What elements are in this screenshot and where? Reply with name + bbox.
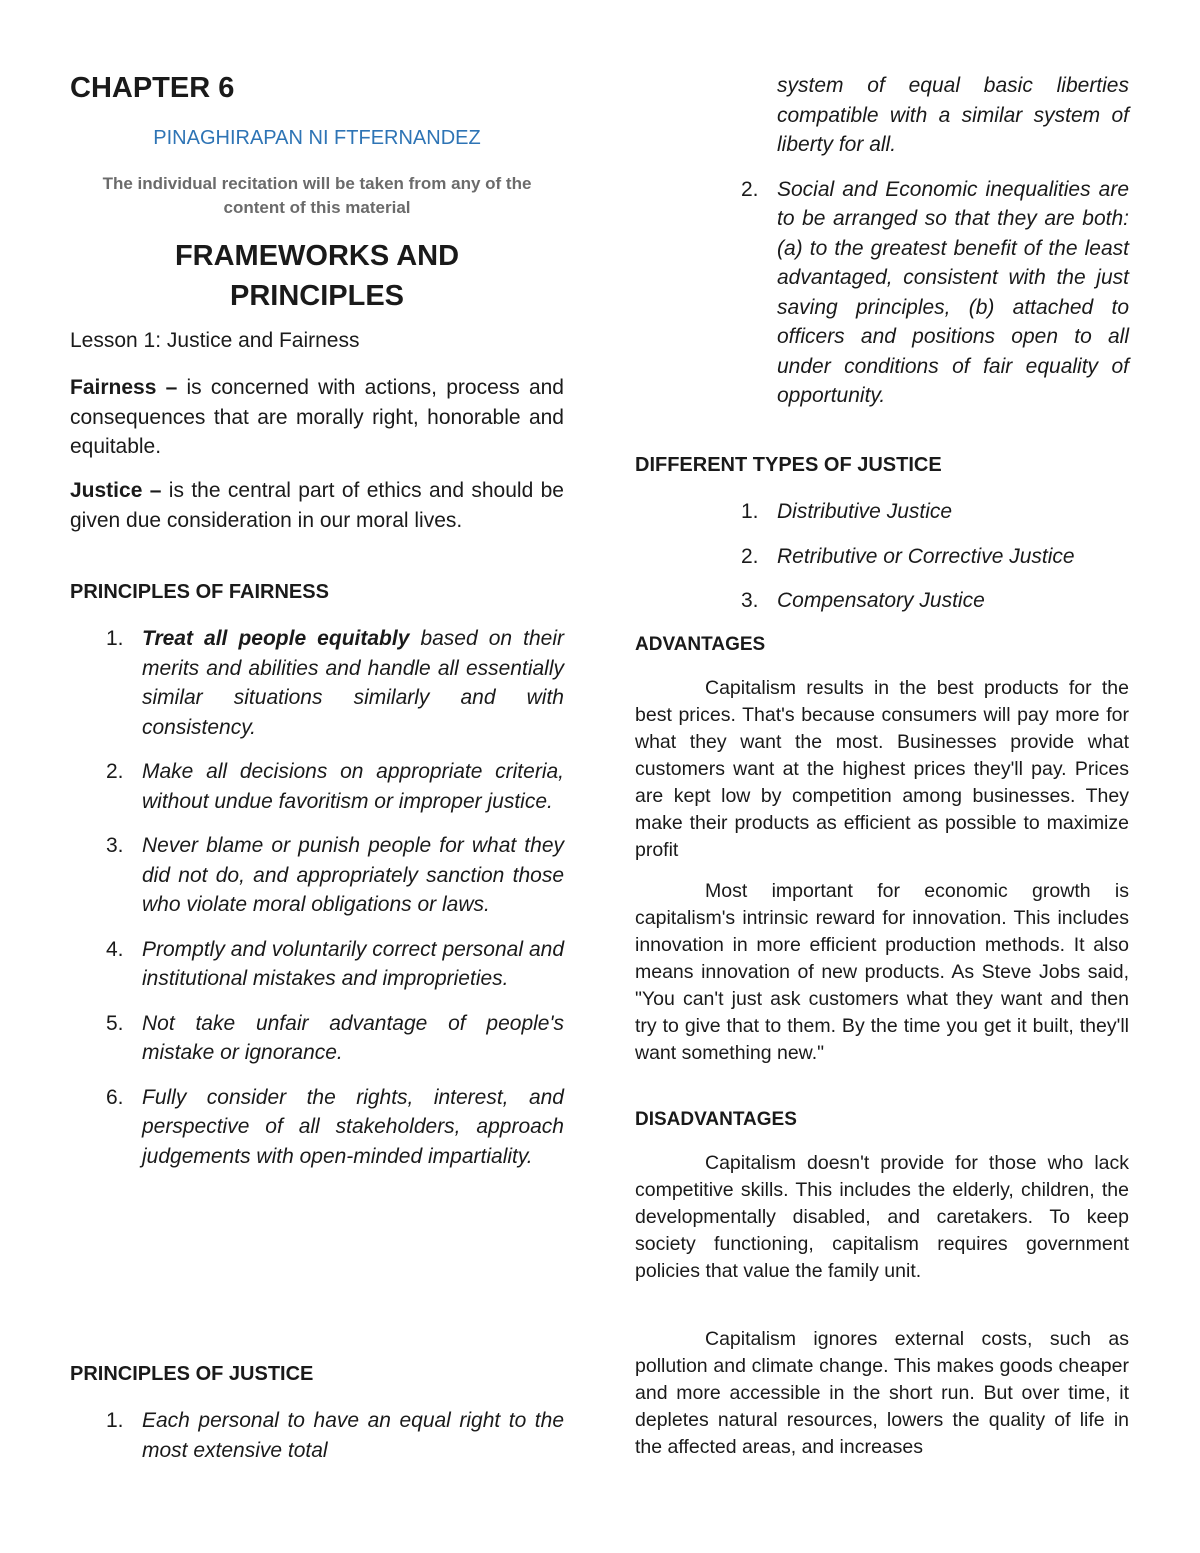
- list-number: 6.: [106, 1085, 124, 1109]
- list-item-text: Promptly and voluntarily correct personal and institutional mistakes and improprieties.: [142, 937, 564, 990]
- list-item-text: Social and Economic inequalities are to be arranged so that they are both: (a) to the greatest benefit of the least advantaged, consistent with the just saving principles, (b) attached to officers and positions open to all under conditions of fair equality of opportunity.: [777, 177, 1129, 407]
- title-line-1: FRAMEWORKS AND: [174, 240, 460, 272]
- lesson-label: Lesson 1: Justice and Fairness: [70, 329, 360, 352]
- list-item: [0, 831, 564, 920]
- list-item-text: Fully consider the rights, interest, and perspective of all stakeholders, approach judgements with open-minded impartiality.: [142, 1085, 564, 1168]
- list-item-text: Distributive Justice: [777, 500, 953, 523]
- advantages-paragraph-2: Most important for economic growth is capitalism's intrinsic reward for innovation. This includes innovation in more efficient production methods. It also means innovation of new products. As Steve Jobs said, "You can't just ask customers what they want and then try to give that to them. By the time you get it built, they'll want something new.": [635, 880, 1129, 1064]
- list-item: [0, 586, 1129, 616]
- justice-term: Justice –: [70, 479, 162, 502]
- author-line: PINAGHIRAPAN NI FTFERNANDEZ: [153, 127, 481, 149]
- list-number: 3.: [741, 589, 759, 612]
- list-item: [0, 624, 564, 742]
- list-item-text: based on their merits and abilities and handle all essentially similar situations similarly and with consistency.: [142, 627, 564, 739]
- list-number: 2.: [741, 544, 759, 568]
- list-item-text: Each personal to have an equal right to the most extensive total: [142, 1409, 564, 1462]
- list-item: [0, 71, 1129, 160]
- justice-principles-heading: PRINCIPLES OF JUSTICE: [70, 1363, 314, 1385]
- list-item-text: system of equal basic liberties compatible with a similar system of liberty for all.: [777, 74, 1129, 156]
- list-item: [0, 1009, 564, 1068]
- list-number: 1.: [106, 1409, 124, 1432]
- list-number: 4.: [106, 937, 124, 961]
- list-item: [0, 935, 564, 994]
- justice-principles-continued: [0, 71, 1129, 411]
- fairness-text: is concerned with actions, process and consequences that are morally right, honorable and equitable.: [70, 376, 564, 458]
- list-number: 3.: [106, 834, 124, 857]
- list-number: 2.: [741, 177, 759, 201]
- list-number: 1.: [741, 500, 759, 523]
- list-item-text: Never blame or punish people for what they did not do, and appropriately sanction those who violate moral obligations or laws.: [142, 834, 564, 916]
- disadvantages-paragraph-2: Capitalism ignores external costs, such as pollution and climate change. This makes goods cheaper and more accessible in the short run. But over time, it depletes natural resources, lowers the quality of life in the affected areas, and increases: [635, 1328, 1129, 1458]
- list-item: [0, 497, 1129, 527]
- recitation-note: The individual recitation will be taken from any of the content of this material: [102, 174, 532, 217]
- list-item-emphasis: Treat all people equitably: [142, 627, 410, 650]
- list-item: [0, 175, 1129, 411]
- list-item: [0, 1406, 564, 1465]
- list-number: 5.: [106, 1011, 124, 1035]
- list-item-text: Retributive or Corrective Justice: [777, 544, 1075, 568]
- list-item: [0, 1083, 564, 1172]
- fairness-principles-list: [0, 624, 564, 1171]
- list-item-text: Make all decisions on appropriate criteria, without undue favoritism or improper justice.: [142, 760, 564, 813]
- justice-principles-list: [0, 1406, 564, 1465]
- disadvantages-paragraph-1: Capitalism doesn't provide for those who lack competitive skills. This includes the elderly, children, the developmentally disabled, and caretakers. To keep society functioning, capitalism requires government policies that value the family unit.: [635, 1152, 1129, 1282]
- list-number: 2.: [106, 760, 124, 783]
- advantages-paragraph-1: Capitalism results in the best products for the best prices. That's because consumers will pay more for what they want the most. Businesses provide what customers want at the highest prices they'll pay. Prices are kept low by competition among businesses. They make their products as efficient as possible to maximize profit: [635, 677, 1129, 861]
- justice-text: is the central part of ethics and should be given due consideration in our moral lives.: [70, 479, 564, 532]
- advantages-heading: ADVANTAGES: [635, 634, 766, 655]
- types-of-justice-heading: DIFFERENT TYPES OF JUSTICE: [635, 454, 942, 476]
- title-line-2: PRINCIPLES: [229, 280, 405, 312]
- list-item: [0, 542, 1129, 572]
- fairness-term: Fairness –: [70, 376, 178, 399]
- list-item-text: Compensatory Justice: [777, 589, 985, 612]
- chapter-title: CHAPTER 6: [70, 72, 235, 104]
- disadvantages-heading: DISADVANTAGES: [635, 1109, 797, 1130]
- list-item: [0, 757, 564, 816]
- list-item-text: Not take unfair advantage of people's mistake or ignorance.: [142, 1011, 564, 1064]
- types-of-justice-list: [0, 497, 1129, 616]
- fairness-principles-heading: PRINCIPLES OF FAIRNESS: [70, 581, 329, 603]
- list-number: 1.: [106, 627, 124, 650]
